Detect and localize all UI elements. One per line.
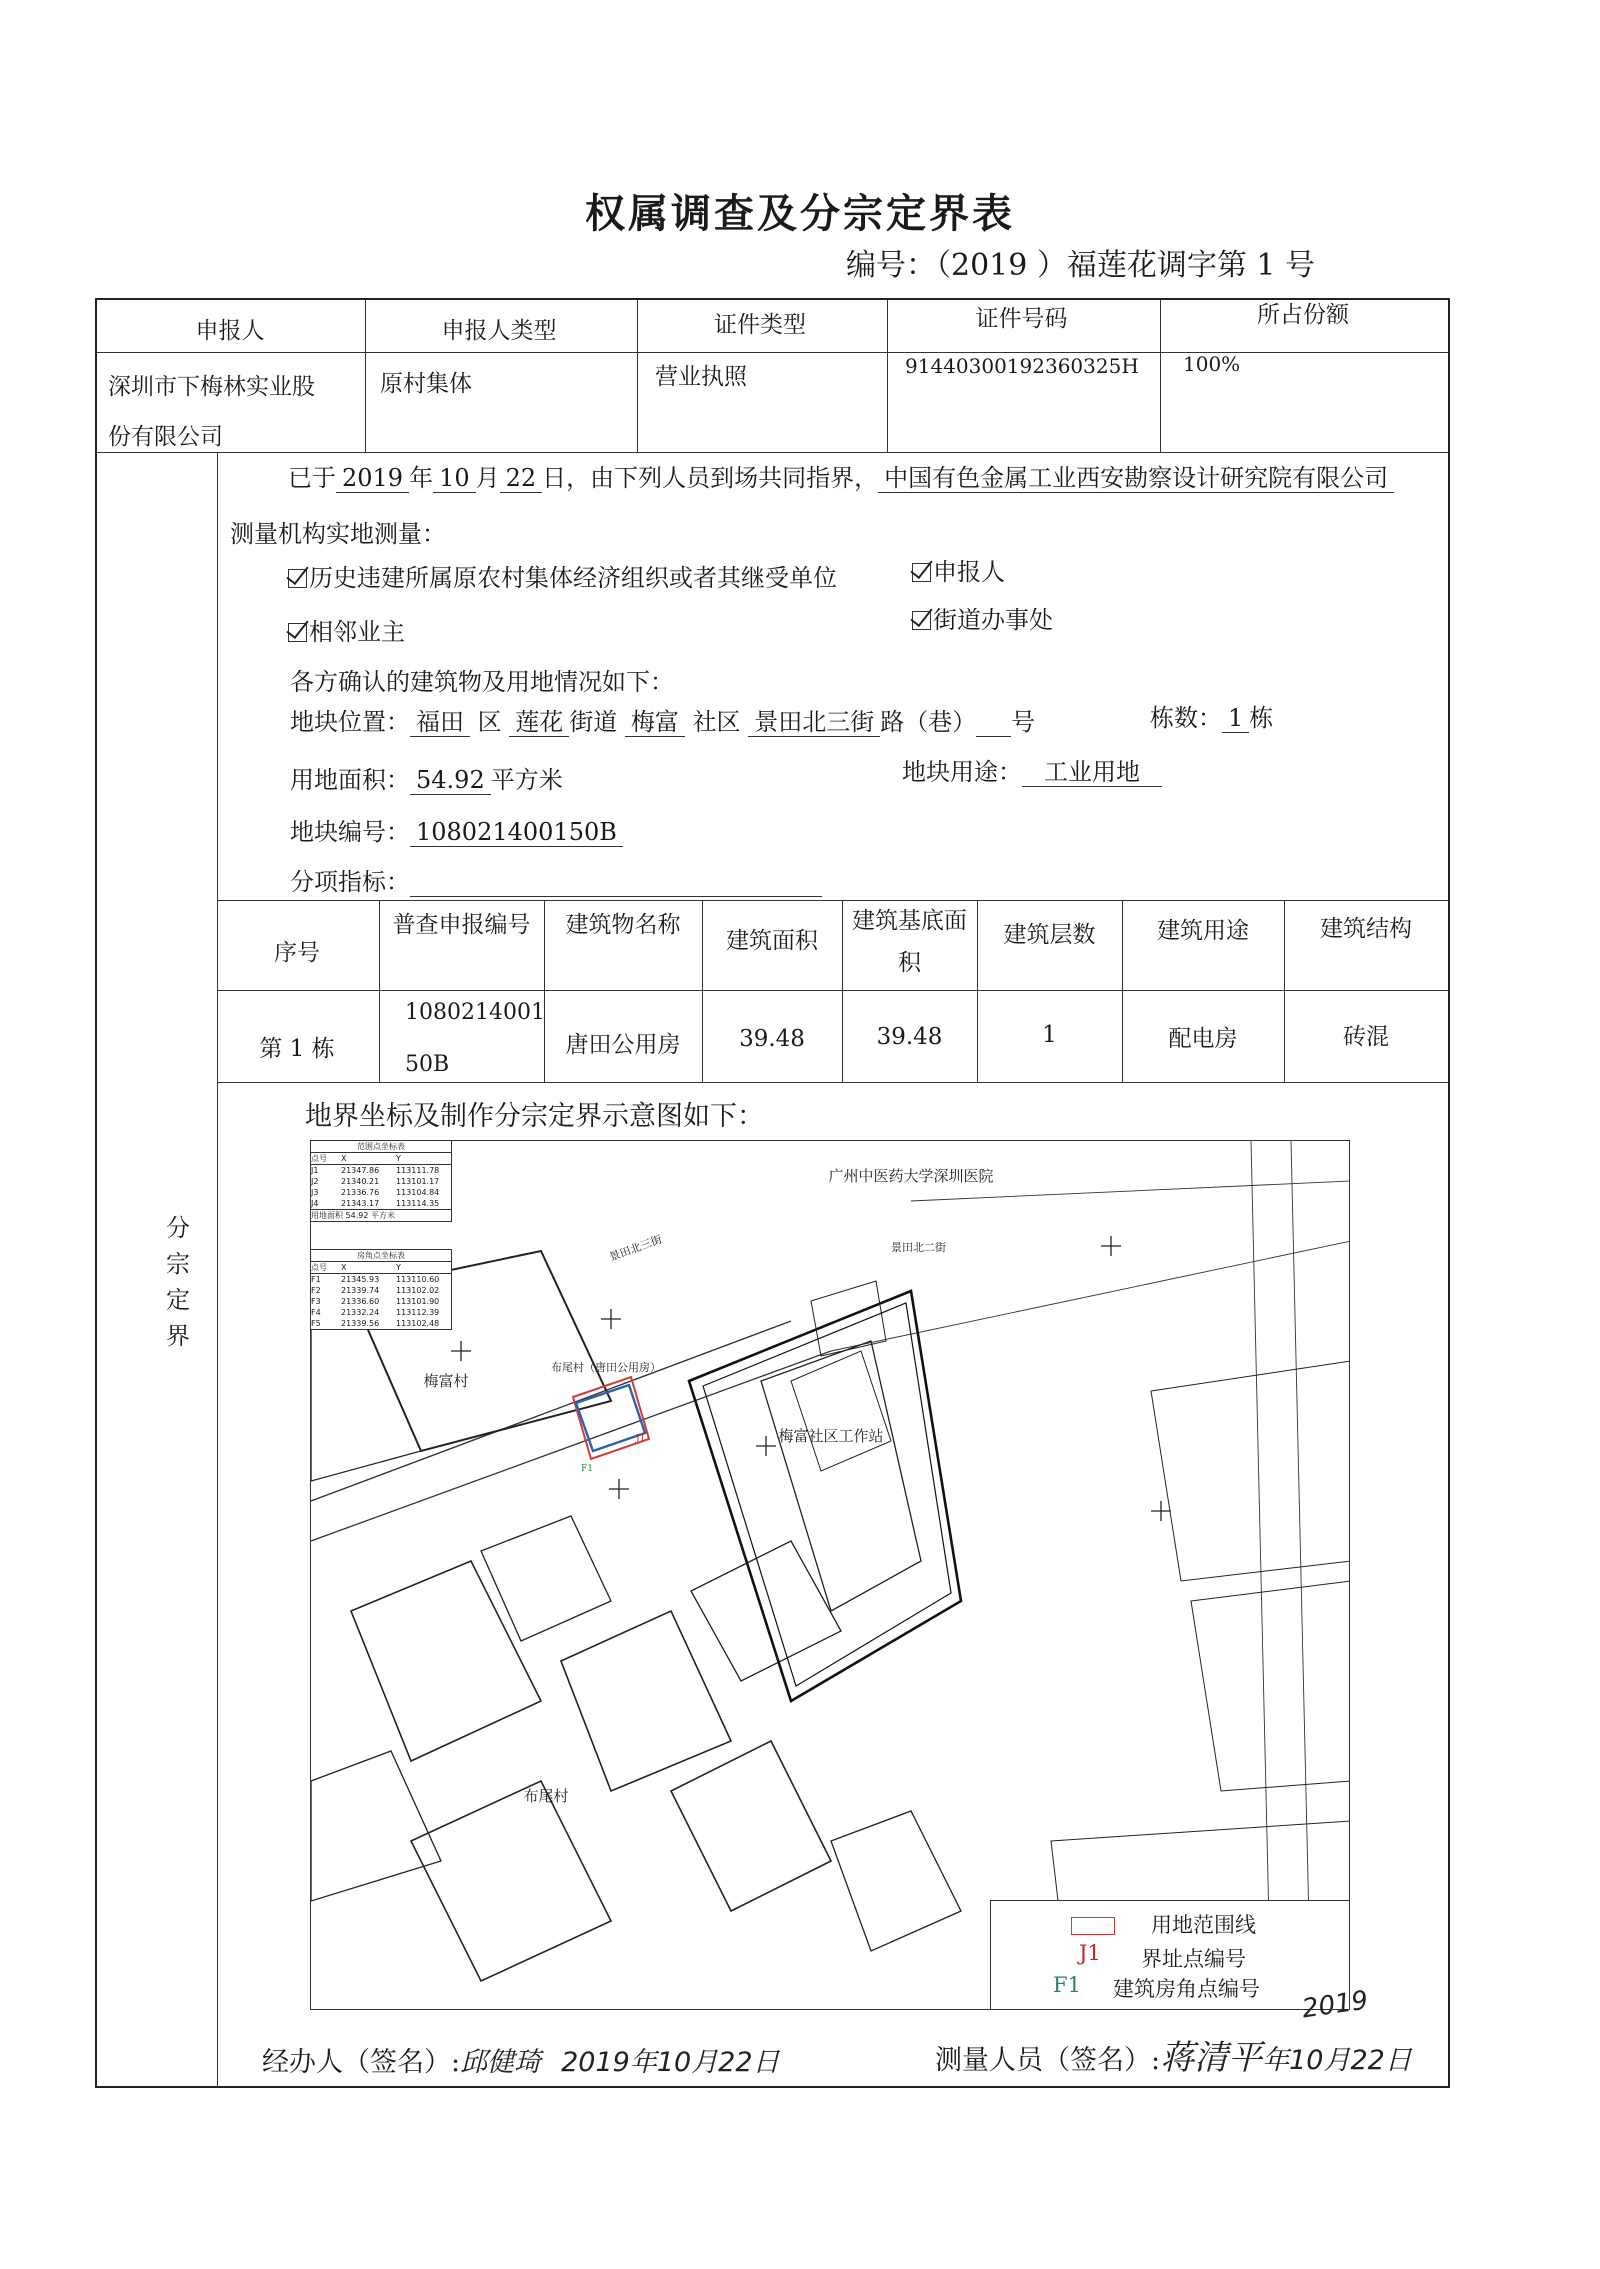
bt-header-structure: 建筑结构 bbox=[1320, 916, 1412, 942]
parcel-map bbox=[310, 1140, 1350, 2010]
legend-boundary: 用地范围线 bbox=[1151, 1913, 1256, 1937]
checkbox-applicant[interactable]: 申报人 bbox=[912, 552, 1005, 587]
bt-header-name: 建筑物名称 bbox=[565, 912, 681, 938]
page-title: 权属调查及分宗定界表 bbox=[585, 190, 1015, 237]
building-count: 栋数： 1 栋 bbox=[1150, 704, 1274, 732]
parcel-location: 地块位置： 福田 区 莲花 街道 梅富 社区 景田北三街 路（巷） 号 bbox=[290, 708, 1036, 736]
cert-number: 91440300192360325H bbox=[905, 354, 1139, 378]
operator-date: 2019年10月22日 bbox=[561, 2047, 780, 2078]
bt-row-name: 唐田公用房 bbox=[565, 1032, 681, 1058]
checkbox-neighbor[interactable]: 相邻业主 bbox=[288, 612, 405, 647]
operator-signature-line: 经办人（签名）:邱健琦 2019年10月22日 bbox=[262, 2047, 780, 2078]
bt-row-use: 配电房 bbox=[1168, 1026, 1238, 1052]
bt-row-code-line1: 1080214001 bbox=[405, 1000, 545, 1025]
range-coordinate-table: 范围点坐标表 点号 X Y J1 21347.86 113111.78 J2 21340.21 113101.17 J3 21336.76 113104.84 J4 21343.17 113114.35 用地面积 54.92 平方米 bbox=[310, 1140, 452, 1222]
bt-header-area: 建筑面积 bbox=[726, 928, 818, 954]
check-icon bbox=[288, 569, 307, 588]
operator-signature: 邱健琦 bbox=[460, 2047, 542, 2078]
parcel-number: 地块编号： 108021400150B bbox=[290, 812, 623, 847]
survey-year: 2019 bbox=[336, 464, 409, 493]
survey-day: 22 bbox=[500, 464, 543, 493]
side-label: 分 宗 定 界 bbox=[166, 1214, 190, 1350]
bt-row-floors: 1 bbox=[1042, 1022, 1057, 1048]
checkbox-street-office[interactable]: 街道办事处 bbox=[912, 600, 1053, 635]
corner-coordinate-table: 房角点坐标表 点号 X Y F1 21345.93 113110.60 F2 21339.74 113102.02 F3 21336.60 113101.90 F4 21332.24 113112.39 F5 21339.56 113102.48 bbox=[310, 1249, 452, 1330]
map-point-f1: F1 bbox=[581, 1464, 593, 1474]
map-label-road-v: 景田北二街 bbox=[891, 1241, 946, 1254]
sub-index: 分项指标： bbox=[290, 862, 822, 897]
survey-intro-line2: 测量机构实地测量： bbox=[230, 520, 446, 548]
land-area: 用地面积： 54.92 平方米 bbox=[290, 766, 563, 794]
map-caption: 地界坐标及制作分宗定界示意图如下： bbox=[305, 1101, 764, 1132]
header-applicant: 申报人 bbox=[195, 318, 265, 344]
bt-header-seq: 序号 bbox=[274, 940, 320, 966]
applicant-name-line1: 深圳市下梅林实业股 bbox=[108, 374, 315, 400]
bt-row-code-line2: 50B bbox=[405, 1052, 450, 1077]
survey-intro-line1: 已于 2019 年 10 月 22 日，由下列人员到场共同指界， 中国有色金属工业西安勘察设计研究院有限公司 bbox=[288, 458, 1394, 493]
map-point-j1: J1 bbox=[636, 1434, 646, 1444]
checkbox-collective[interactable]: 历史违建所属原农村集体经济组织或者其继受单位 bbox=[288, 558, 837, 593]
surveyor-year: 2019 bbox=[1300, 1985, 1370, 2025]
header-cert-type: 证件类型 bbox=[714, 312, 806, 338]
check-icon bbox=[288, 623, 307, 642]
map-legend bbox=[990, 1900, 1349, 2009]
bt-header-base: 建筑基底面积 bbox=[852, 908, 967, 976]
map-label-hospital: 广州中医药大学深圳医院 bbox=[828, 1167, 994, 1185]
legend-f1-code: F1 bbox=[1053, 1973, 1081, 1997]
legend-f1: 建筑房角点编号 bbox=[1113, 1977, 1260, 2001]
applicant-name-line2: 份有限公司 bbox=[108, 424, 223, 450]
applicant-type: 原村集体 bbox=[380, 371, 472, 397]
surveyor-date: 年10月22日 bbox=[1262, 2045, 1412, 2076]
bt-row-structure: 砖混 bbox=[1343, 1024, 1389, 1050]
surveyor-signature-line: 测量人员（签名）:蒋清平年10月22日 bbox=[935, 2038, 1412, 2078]
boundary-swatch-icon bbox=[1071, 1917, 1115, 1935]
check-icon bbox=[912, 611, 931, 630]
map-label-meifu-village: 梅富村 bbox=[423, 1372, 469, 1390]
header-cert-no: 证件号码 bbox=[975, 306, 1068, 332]
bt-header-floors: 建筑层数 bbox=[1003, 922, 1096, 948]
check-icon bbox=[912, 563, 931, 582]
map-label-road-h: 景田北三街 bbox=[607, 1232, 664, 1264]
surveyor-signature: 蒋清平 bbox=[1160, 2038, 1263, 2078]
bt-header-use: 建筑用途 bbox=[1157, 918, 1249, 944]
bt-row-area: 39.48 bbox=[739, 1026, 805, 1052]
survey-month: 10 bbox=[433, 464, 476, 493]
map-label-target: 布尾村（唐田公用房） bbox=[551, 1361, 661, 1374]
legend-j1-code: J1 bbox=[1079, 1941, 1101, 1965]
bt-header-code: 普查申报编号 bbox=[392, 912, 531, 938]
bt-row-base-area: 39.48 bbox=[876, 1024, 943, 1050]
legend-j1: 界址点编号 bbox=[1141, 1947, 1246, 1971]
confirm-text: 各方确认的建筑物及用地情况如下： bbox=[290, 668, 674, 696]
survey-institute: 中国有色金属工业西安勘察设计研究院有限公司 bbox=[878, 464, 1394, 493]
share-value: 100% bbox=[1183, 352, 1241, 376]
land-use: 地块用途： 工业用地 bbox=[902, 752, 1162, 787]
header-share: 所占份额 bbox=[1257, 302, 1349, 328]
header-applicant-type: 申报人类型 bbox=[441, 318, 557, 344]
bt-row-seq: 第 1 栋 bbox=[259, 1036, 335, 1062]
map-label-station: 梅富社区工作站 bbox=[778, 1427, 884, 1445]
document-number: 编号：（2019 ）福莲花调字第 1 号 bbox=[846, 248, 1316, 283]
map-label-buwei-village: 布尾村 bbox=[523, 1787, 569, 1805]
cert-type: 营业执照 bbox=[655, 364, 747, 390]
